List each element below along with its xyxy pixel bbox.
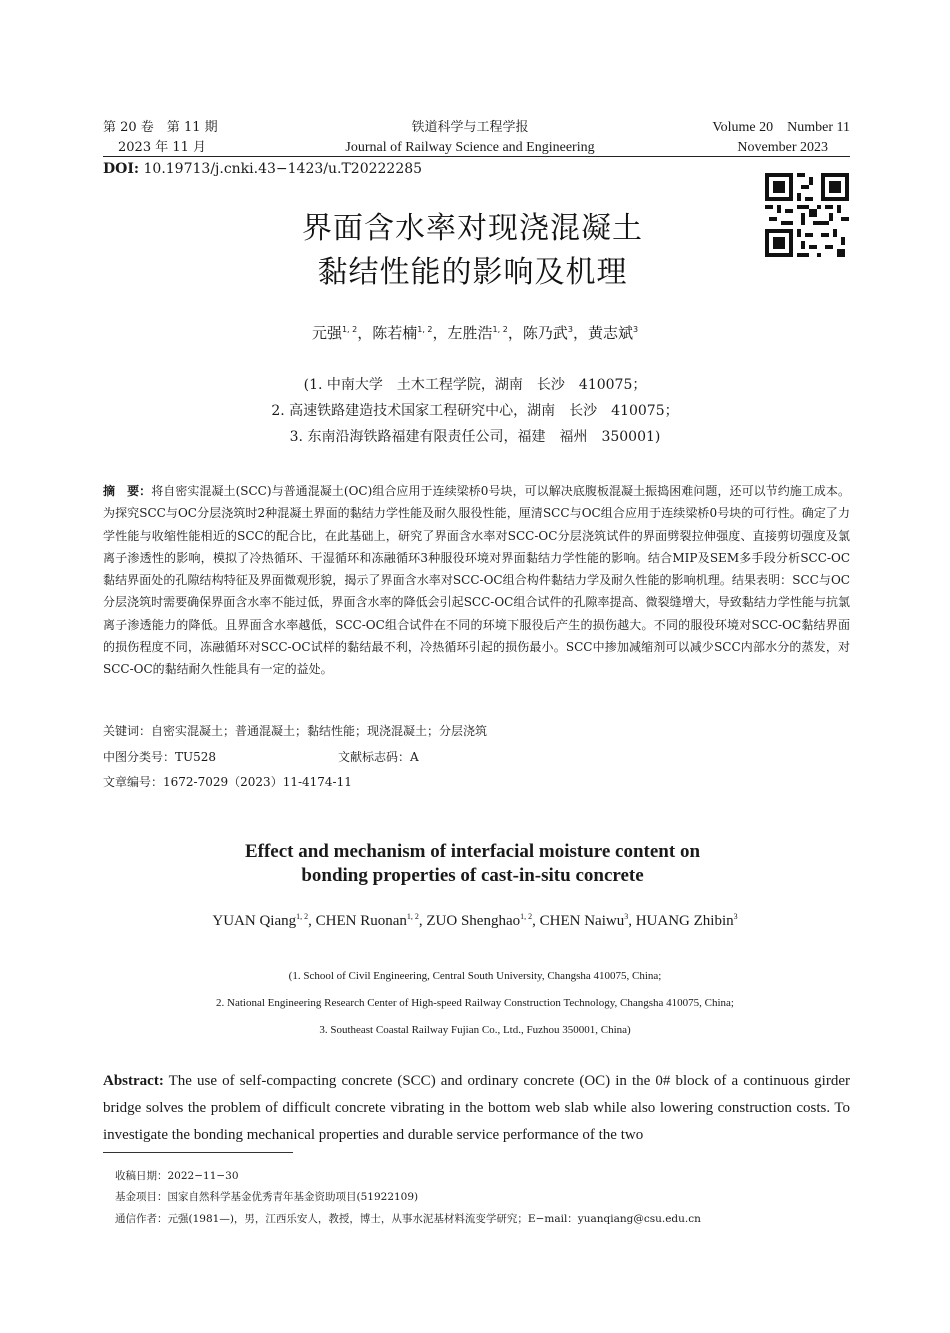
- journal-name: [300, 118, 640, 158]
- date-en: November 2023: [737, 140, 828, 155]
- footnote-fund: 基金项目：国家自然科学基金优秀青年基金资助项目(51922109): [115, 1191, 419, 1203]
- affiliation-en: (1. School of Civil Engineering, Central South University, Changsha 410075, China;: [288, 970, 662, 982]
- article-number-cn: 文章编号：1672-7029（2023）11-4174-11: [103, 775, 352, 789]
- date-cn: 2023 年 11 月: [118, 140, 207, 155]
- abstract-cn-text: 将自密实混凝土(SCC)与普通混凝土(OC)组合应用于连续梁桥0号块，可以解决底腹板混凝土振捣困难问题，还可以节约施工成本。为探究SCC与OC分层浇筑时2种混凝土界面的黏结力学性能及耐久服役性能，厘清SCC与OC组合应用于连续梁桥0号块的可行性。确定了力学性能与收缩性能相近的SCC的配合比，在此基础上，研究了界面含水率对SCC-OC分层浇筑试件的界面劈裂拉伸强度、直接剪切强度及氯离子渗透性的影响，模拟了冷热循环、干湿循环和冻融循环3种服役环境对界面黏结力学性能的影响。结合MIP及SEM多手段分析SCC-OC黏结界面处的孔隙结构特征及界面微观形貌，揭示了界面含水率对SCC-OC组合构件黏结力学及耐久性能的影响机理。结果表明：SCC与OC分层浇筑时需要确保界面含水率不能过低，界面含水率的降低会引起SCC-OC组合试件的孔隙率提高、微裂缝增大，导致黏结力学性能与抗氯离子渗透能力的降低。且界面含水率越低，SCC-OC组合试件在不同的环境下服役后产生的损伤越大。不同的服役环境对SCC-OC黏结界面的损伤程度不同，冻融循环对SCC-OC试样的黏结最不利，冷热循环引起的损伤最小。SCC中掺加减缩剂可以减少SCC内部水分的蒸发，对SCC-OC的黏结耐久性能具有一定的益处。: [103, 484, 850, 677]
- paper-title-cn: [200, 207, 745, 295]
- title-cn-line2: 黏结性能的影响及机理: [317, 255, 628, 290]
- footnote-corresponding-author: 通信作者：元强(1981—)，男，江西乐安人，教授，博士，从事水泥基材料流变学研究；E−mail：yuanqiang@csu.edu.cn: [115, 1213, 701, 1225]
- document-code: A: [410, 750, 419, 764]
- journal-volume-issue: [103, 118, 218, 158]
- journal-name-en: Journal of Railway Science and Engineering: [345, 140, 595, 155]
- journal-name-cn: 铁道科学与工程学报: [411, 120, 529, 135]
- doi-value[interactable]: 10.19713/j.cnki.43−1423/u.T20222285: [139, 161, 423, 177]
- author-cn: 黄志斌$^3$: [587, 324, 639, 342]
- affiliations-en: [100, 963, 850, 1044]
- qr-code-icon[interactable]: [764, 173, 850, 257]
- title-en-line1: Effect and mechanism of interfacial moisture content on: [244, 841, 701, 862]
- header-rule: [103, 156, 850, 157]
- keywords-cn: 关键词：自密实混凝土；普通混凝土；黏结性能；现浇混凝土；分层浇筑: [103, 724, 488, 738]
- doi[interactable]: [103, 161, 422, 177]
- author-cn: 陈乃武$^3$，: [522, 324, 588, 342]
- clc-number: TU528: [175, 750, 217, 764]
- author-cn: 陈若楠$^{1, 2}$，: [372, 324, 448, 342]
- author-en: CHEN Ruonan$^{1, 2}$,: [315, 912, 427, 929]
- abstract-en: [103, 1068, 850, 1149]
- author-en: ZUO Shenghao$^{1, 2}$,: [426, 912, 540, 929]
- affiliation-cn: 3. 东南沿海铁路福建有限责任公司，福建 福州 350001): [289, 429, 661, 445]
- author-cn: 元强$^{1, 2}$，: [311, 324, 373, 342]
- affiliation-en: 2. National Engineering Research Center of High-speed Railway Construction Technology, Changsha 410075, China;: [216, 997, 734, 1009]
- article-number: 1672-7029（2023）11-4174-11: [163, 775, 352, 789]
- keywords-cn-text: 自密实混凝土；普通混凝土；黏结性能；现浇混凝土；分层浇筑: [151, 724, 488, 738]
- author-en: CHEN Naiwu$^3$,: [539, 912, 636, 929]
- journal-volume-en: [712, 118, 850, 158]
- abstract-en-label: Abstract:: [103, 1073, 164, 1089]
- abstract-en-text: The use of self-compacting concrete (SCC) and ordinary concrete (OC) in the 0# block of a continuous girder bridge solves the problem of difficult concrete vibrating in the bottom web slab while also lowering construction costs. To investigate the bonding mechanical properties and durable service performance of the two: [103, 1073, 850, 1143]
- footnote-received: 收稿日期：2022−11−30: [115, 1170, 239, 1182]
- author-cn: 左胜浩$^{1, 2}$，: [447, 324, 523, 342]
- author-en: HUANG Zhibin$^3$: [635, 912, 738, 929]
- authors-en: [100, 912, 850, 930]
- paper-title-en: [120, 840, 825, 888]
- volume-issue-cn: 第 20 卷 第 11 期: [103, 120, 218, 135]
- abstract-cn: [103, 480, 850, 681]
- volume-number-en: Volume 20 Number 11: [712, 120, 850, 135]
- affiliation-cn: (1. 中南大学 土木工程学院，湖南 长沙 410075；: [303, 377, 647, 393]
- abstract-cn-label: 摘 要：: [103, 484, 152, 498]
- affiliation-cn: 2. 高速铁路建造技术国家工程研究中心，湖南 长沙 410075；: [271, 403, 679, 419]
- doi-label: DOI:: [103, 161, 140, 177]
- affiliation-en: 3. Southeast Coastal Railway Fujian Co., Ltd., Fuzhou 350001, China): [319, 1024, 631, 1036]
- classification-cn: 中图分类号：TU528 文献标志码：A: [103, 750, 419, 764]
- affiliations-cn: [100, 372, 850, 450]
- title-cn-line1: 界面含水率对现浇混凝土: [302, 211, 643, 246]
- title-en-line2: bonding properties of cast-in-situ concrete: [301, 865, 644, 886]
- footnote-rule: [103, 1152, 293, 1153]
- author-en: YUAN Qiang$^{1, 2}$,: [212, 912, 316, 929]
- authors-cn: [100, 322, 850, 343]
